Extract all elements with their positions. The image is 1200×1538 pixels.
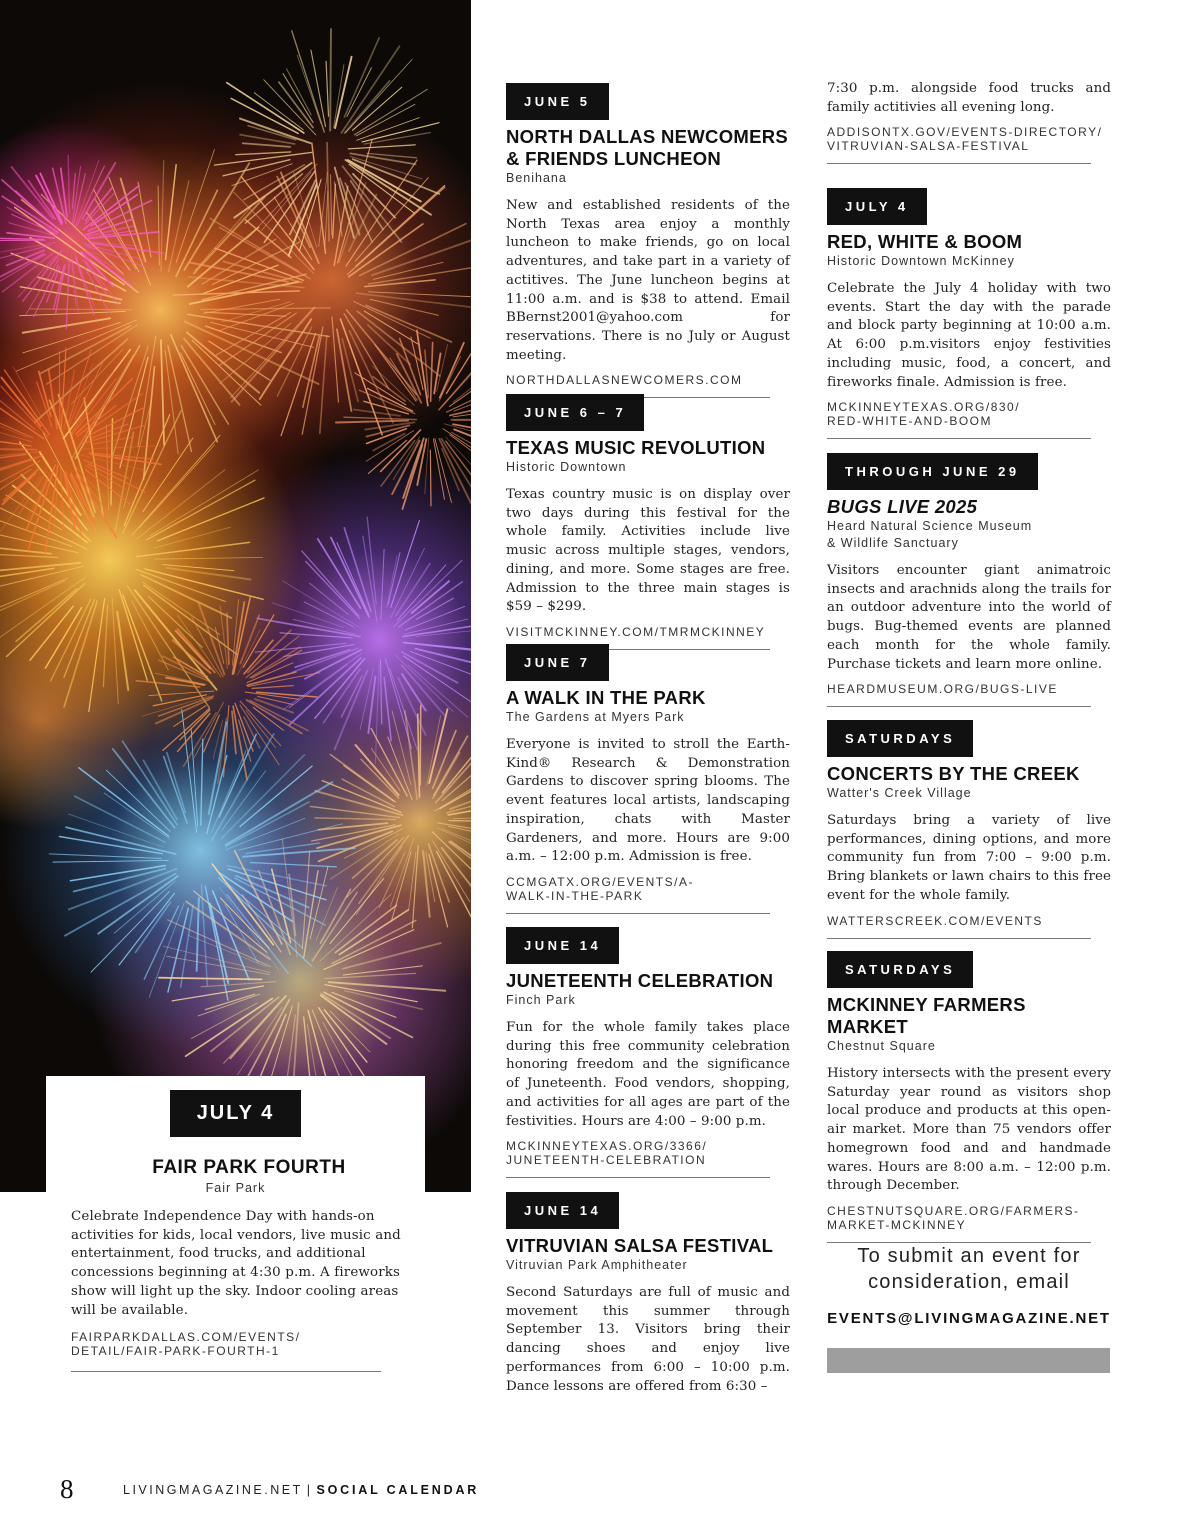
firework-streak (362, 123, 439, 142)
event-venue: Vitruvian Park Amphitheater (506, 1258, 688, 1272)
divider (506, 913, 770, 914)
firework-streak (119, 893, 174, 965)
firework-streak (319, 831, 393, 861)
firework-streak (0, 238, 44, 239)
firework-streak (240, 135, 295, 144)
event-url[interactable]: WATTERSCREEK.COM/EVENTS (827, 913, 1043, 928)
event-venue-line2: & Wildlife Sanctuary (827, 536, 959, 550)
event-description: Fun for the whole family takes place during this free community celebration honoring freedom and the significance of Juneteenth. Food vendors, shopping, and activities for all ages are part of the festivities. Hours are 4:00 – 9:00 p.m. (506, 1020, 790, 1129)
firework-streak (292, 31, 324, 132)
firework-streak (321, 994, 390, 1038)
firework-streak (257, 618, 360, 636)
firework-streak (346, 59, 412, 132)
firework-streak (390, 358, 417, 400)
event-url[interactable] (506, 875, 790, 903)
firework-streak (136, 902, 171, 952)
event-venue: Benihana (506, 171, 567, 185)
event-date-tag: SATURDAYS (827, 720, 973, 757)
firework-streak (180, 710, 210, 740)
firework-streak (45, 608, 81, 669)
firework-streak (338, 140, 372, 263)
event-venue: Finch Park (506, 993, 576, 1007)
firework-streak (404, 643, 471, 651)
divider (506, 1177, 770, 1178)
event-title: BUGS LIVE 2025 (827, 496, 978, 517)
divider (827, 438, 1091, 439)
firework-streak (215, 152, 312, 165)
event-description: Visitors encounter giant animatroic insects and arachnids along the trails for an outdoor adventure into the world of bugs. Bug-themed events are planned each month for the whole family. Purchase tickets and learn more online. (827, 563, 1111, 672)
firework-streak (449, 368, 471, 406)
footer-separator: | (306, 1483, 313, 1497)
feature-venue: Fair Park (205, 1181, 266, 1195)
firework-streak (226, 802, 309, 846)
firework-streak (205, 994, 254, 1009)
event-url-line2: RED-WHITE-AND-BOOM (827, 414, 992, 429)
firework-streak (233, 602, 245, 674)
event-venue: Watter's Creek Village (827, 786, 972, 800)
firework-streak (451, 419, 471, 420)
firework-streak (420, 705, 421, 784)
firework-streak (398, 565, 446, 620)
firework-streak (315, 818, 395, 820)
firework-streak (234, 192, 314, 273)
firework-streak (186, 998, 273, 1056)
firework-streak (227, 866, 326, 886)
firework-streak (30, 309, 132, 310)
firework-streak (53, 860, 168, 862)
event-walk-in-the-park (506, 644, 790, 914)
firework-streak (403, 656, 471, 706)
firework-streak (346, 160, 417, 266)
firework-streak (439, 439, 470, 503)
firework-streak (354, 409, 400, 415)
firework-streak (167, 753, 185, 813)
event-juneteenth-celebration (506, 927, 790, 1178)
firework-streak (0, 243, 55, 254)
firework-streak (138, 336, 156, 447)
event-date-tag: JUNE 6 – 7 (506, 394, 644, 431)
event-date-tag: JUNE 7 (506, 644, 609, 681)
firework-streak (442, 848, 471, 907)
event-mckinney-farmers-market (827, 951, 1111, 1243)
firework-streak (331, 175, 332, 235)
firework-streak (397, 354, 422, 403)
firework-streak (184, 339, 239, 405)
feature-url[interactable] (71, 1330, 391, 1358)
firework-streak (181, 905, 193, 987)
event-description: Everyone is invited to stroll the Earth-Kind® Research & Demonstration Gardens to discover spring blooms. The event features local artists, landscaping inspiration, chats with Master Gardeners, and more. Hours are 9:00 a.m. – 12:00 p.m. Admission is free. (506, 737, 790, 865)
event-title: JUNETEENTH CELEBRATION (506, 970, 774, 991)
event-url[interactable]: VISITMCKINNEY.COM/TMRMCKINNEY (506, 624, 766, 639)
firework-streak (7, 584, 85, 657)
firework-streak (103, 605, 107, 686)
divider (827, 706, 1091, 707)
firework-streak (201, 982, 275, 987)
firework-streak (321, 889, 351, 943)
submit-email-link[interactable]: EVENTS@LIVINGMAGAZINE.NET (827, 1310, 1111, 1327)
submit-event-text (827, 1243, 1111, 1295)
firework-streak (430, 450, 431, 505)
firework-streak (320, 336, 327, 434)
feature-date-tag: JULY 4 (170, 1090, 301, 1137)
event-description: 7:30 p.m. alongside food trucks and family actitivies all evening long. (827, 81, 1111, 115)
firework-streak (368, 676, 375, 733)
submit-line2: consideration, email (868, 1271, 1070, 1293)
firework-streak (124, 415, 170, 526)
firework-streak (0, 563, 80, 575)
firework-streak (77, 476, 117, 538)
fireworks-bursts (0, 0, 471, 1192)
firework-streak (227, 83, 304, 133)
event-red-white-boom (827, 188, 1111, 439)
firework-streak (356, 745, 399, 795)
firework-streak (254, 93, 303, 130)
firework-streak (234, 598, 251, 674)
firework-streak (117, 612, 128, 690)
firework-streak (246, 220, 291, 258)
firework-streak (339, 183, 365, 263)
event-venue: Historic Downtown McKinney (827, 254, 1015, 268)
firework-streak (394, 560, 462, 626)
firework-streak (297, 55, 320, 123)
submit-line1: To submit an event for (857, 1245, 1081, 1267)
firework-streak (84, 460, 129, 479)
firework-streak (181, 353, 215, 425)
event-vitruvian-salsa-festival (506, 1192, 790, 1396)
firework-streak (449, 821, 471, 823)
divider (827, 163, 1091, 164)
firework-streak (315, 658, 365, 718)
event-title: TEXAS MUSIC REVOLUTION (506, 437, 766, 458)
firework-streak (36, 176, 62, 225)
firework-streak (0, 566, 83, 597)
firework-streak (326, 61, 328, 116)
firework-streak (360, 668, 374, 729)
firework-streak (393, 437, 419, 480)
firework-streak (344, 528, 371, 612)
firework-streak (61, 467, 64, 535)
firework-streak (357, 118, 420, 141)
event-description: Celebrate the July 4 holiday with two events. Start the day with the parade and block party beginning at 10:00 a.m. At 6:00 p.m.visitors enjoy festivities including music, food, a concert, and fireworks finale. Admission is free. (827, 281, 1111, 390)
firework-streak (226, 818, 305, 849)
firework-streak (353, 87, 402, 130)
firework-streak (191, 1003, 257, 1039)
firework-streak (192, 340, 261, 405)
firework-streak (240, 766, 312, 826)
firework-streak (423, 851, 430, 917)
firework-streak (235, 851, 282, 944)
firework-streak (231, 307, 315, 398)
firework-streak (439, 356, 460, 400)
event-title: RED, WHITE & BOOM (827, 231, 1023, 252)
firework-streak (111, 419, 113, 505)
event-title-line1: NORTH DALLAS NEWCOMERS (506, 126, 789, 147)
firework-streak (437, 852, 471, 919)
divider (827, 938, 1091, 939)
firework-streak (236, 152, 291, 155)
firework-streak (333, 184, 336, 238)
firework-streak (155, 557, 263, 559)
firework-streak (106, 425, 108, 510)
event-date-tag: THROUGH JUNE 29 (827, 453, 1038, 490)
firework-streak (418, 714, 420, 797)
firework-streak (306, 562, 360, 619)
firework-streak (332, 920, 416, 963)
event-bugs-live (827, 453, 1111, 707)
firework-streak (252, 650, 301, 678)
firework-streak (3, 469, 38, 501)
firework-streak (159, 978, 262, 980)
event-date-tag: JUNE 14 (506, 1192, 619, 1229)
firework-streak (302, 852, 309, 949)
firework-streak (68, 155, 69, 213)
firework-streak (371, 728, 407, 796)
feature-url-line1: FAIRPARKDALLAS.COM/EVENTS/ (71, 1330, 301, 1344)
firework-streak (172, 986, 263, 1001)
firework-streak (368, 388, 413, 411)
event-date-tag: SATURDAYS (827, 951, 973, 988)
firework-streak (325, 191, 328, 246)
firework-streak (381, 549, 384, 620)
firework-streak (0, 437, 31, 446)
firework-streak (310, 583, 349, 614)
firework-streak (429, 709, 447, 783)
firework-streak (281, 333, 315, 435)
event-description: History intersects with the present every Saturday year round as visitors shop local produce and products at this open-air market. More than 75 vendors offer homegrown food and and handmade wares. Hours are 8:00 a.m. – 12:00 p.m. through December. (827, 1066, 1111, 1194)
firework-streak (310, 806, 399, 817)
event-url[interactable] (827, 1204, 1111, 1232)
event-concerts-by-the-creek (827, 720, 1111, 939)
firework-streak (347, 187, 444, 274)
event-date-tag: JUNE 14 (506, 927, 619, 964)
firework-streak (215, 628, 223, 664)
event-title (506, 126, 790, 170)
firework-streak (23, 322, 120, 352)
firework-streak (0, 449, 36, 450)
firework-streak (204, 299, 280, 313)
event-url-line1: MCKINNEYTEXAS.ORG/830/ (827, 400, 1021, 415)
firework-streak (161, 161, 164, 271)
event-description: New and established residents of the North Texas area enjoy a monthly luncheon to make friends, go on local adventures, and take part in a variety of actitives. The June luncheon begins at 11:00 a.m. and is $38 to attend. Email BBernst2001@yahoo.com for reservations. There is no July or August meeting. (506, 198, 790, 363)
event-description: Second Saturdays are full of music and movement this summer through September 13. Visitors bring their dancing shoes and enjoy live performances from 6:00 – 10:00 p.m. Dance lessons are offered from 6:30 – (506, 1285, 790, 1394)
event-north-dallas-newcomers (506, 83, 790, 398)
firework-streak (330, 29, 331, 131)
event-url-line1: MCKINNEYTEXAS.ORG/3366/ (506, 1139, 708, 1154)
event-title: VITRUVIAN SALSA FESTIVAL (506, 1235, 774, 1256)
event-url[interactable]: NORTHDALLASNEWCOMERS.COM (506, 373, 743, 388)
fireworks-photo (0, 0, 471, 1192)
firework-streak (243, 143, 290, 147)
footer (123, 1483, 479, 1497)
gray-bar (827, 1348, 1110, 1373)
event-description: Texas country music is on display over two days during this festival for the whole family. Activities include live music across multiple stages, vendors, dining, and more. Some stages are free. Admission to the three main stages is $59 – $299. (506, 487, 790, 615)
event-url-line1: CCMGATX.ORG/EVENTS/A- (506, 874, 694, 889)
firework-streak (355, 373, 406, 405)
event-url[interactable] (506, 1139, 790, 1167)
event-url-line1: ADDISONTX.GOV/EVENTS-DIRECTORY/ (827, 125, 1103, 140)
event-url-line2: WALK-IN-THE-PARK (506, 888, 644, 903)
event-venue: The Gardens at Myers Park (506, 710, 685, 724)
event-description: Saturdays bring a variety of live performances, dining options, and more community fun from 7:00 – 9:00 p.m. Bring blankets or lawn chairs to this free event for the whole family. (827, 813, 1111, 903)
divider (71, 1371, 381, 1372)
firework-streak (384, 678, 391, 741)
firework-streak (380, 660, 381, 724)
footer-site[interactable]: LIVINGMAGAZINE.NET (123, 1483, 303, 1497)
firework-streak (348, 145, 415, 149)
firework-streak (336, 421, 408, 423)
firework-streak (230, 996, 286, 1058)
feature-description: Celebrate Independence Day with hands-on activities for kids, local vendors, live music and entertainment, food trucks, and additional concessions beginning at 4:30 p.m. A fireworks show will light up the sky. Indoor cooling areas will be available. (71, 1209, 401, 1318)
firework-streak (359, 836, 409, 904)
event-url[interactable] (827, 125, 1111, 153)
firework-streak (252, 686, 293, 689)
event-venue-line1: Heard Natural Science Museum (827, 519, 1033, 533)
event-texas-music-revolution (506, 394, 790, 650)
event-date-tag: JUNE 5 (506, 83, 609, 120)
event-url-line2: MARKET-MCKINNEY (827, 1217, 967, 1232)
event-url-line2: VITRUVIAN-SALSA-FESTIVAL (827, 139, 1030, 154)
firework-streak (16, 589, 77, 641)
firework-streak (453, 817, 471, 819)
firework-streak (373, 434, 404, 451)
firework-streak (415, 649, 471, 669)
firework-streak (150, 470, 259, 536)
page-number: 8 (60, 1474, 74, 1504)
firework-streak (357, 311, 440, 376)
event-title: MCKINNEY FARMERS MARKET (827, 994, 1026, 1037)
firework-streak (89, 599, 105, 712)
event-title: A WALK IN THE PARK (506, 687, 706, 708)
firework-streak (349, 331, 392, 423)
firework-streak (224, 706, 229, 777)
firework-streak (75, 796, 165, 842)
event-title-line2: & FRIENDS LUNCHEON (506, 148, 722, 169)
firework-streak (61, 168, 67, 216)
firework-streak (1, 378, 40, 426)
firework-streak (450, 435, 471, 458)
firework-streak (201, 739, 203, 825)
event-url-line1: CHESTNUTSQUARE.ORG/FARMERS- (827, 1203, 1080, 1218)
event-title: CONCERTS BY THE CREEK (827, 763, 1080, 784)
firework-streak (315, 791, 402, 815)
event-vitruvian-salsa-continued (827, 80, 1111, 164)
firework-streak (68, 364, 93, 428)
firework-streak (343, 943, 441, 969)
firework-streak (136, 542, 249, 556)
firework-streak (264, 80, 316, 135)
firework-streak (368, 440, 406, 473)
event-url[interactable] (827, 400, 1111, 428)
firework-streak (251, 863, 337, 867)
feature-title: FAIR PARK FOURTH (152, 1157, 346, 1178)
firework-streak (318, 539, 361, 608)
firework-streak (344, 314, 389, 389)
firework-streak (176, 149, 214, 262)
firework-streak (329, 982, 446, 991)
event-url-line2: JUNETEENTH-CELEBRATION (506, 1153, 707, 1168)
event-venue (827, 518, 1111, 552)
event-date-tag: JULY 4 (827, 188, 927, 225)
firework-streak (16, 320, 136, 371)
firework-streak (344, 38, 379, 117)
feature-url-line2: DETAIL/FAIR-PARK-FOURTH-1 (71, 1344, 280, 1358)
firework-streak (4, 370, 49, 434)
firework-streak (366, 305, 451, 342)
firework-streak (0, 547, 51, 554)
footer-section: SOCIAL CALENDAR (316, 1483, 480, 1497)
firework-streak (353, 174, 395, 218)
firework-streak (227, 613, 229, 664)
firework-streak (431, 343, 433, 402)
firework-streak (295, 650, 350, 668)
event-url[interactable]: HEARDMUSEUM.ORG/BUGS-LIVE (827, 682, 1058, 697)
firework-streak (123, 595, 162, 701)
firework-streak (387, 556, 397, 608)
firework-streak (76, 257, 94, 315)
firework-streak (325, 973, 416, 978)
firework-streak (49, 854, 161, 859)
event-venue: Historic Downtown (506, 460, 627, 474)
firework-streak (142, 696, 208, 716)
firework-streak (91, 892, 169, 973)
firework-streak (344, 417, 417, 419)
event-venue: Chestnut Square (827, 1039, 936, 1053)
firework-streak (243, 848, 355, 857)
firework-streak (184, 163, 249, 270)
firework-streak (169, 181, 189, 272)
